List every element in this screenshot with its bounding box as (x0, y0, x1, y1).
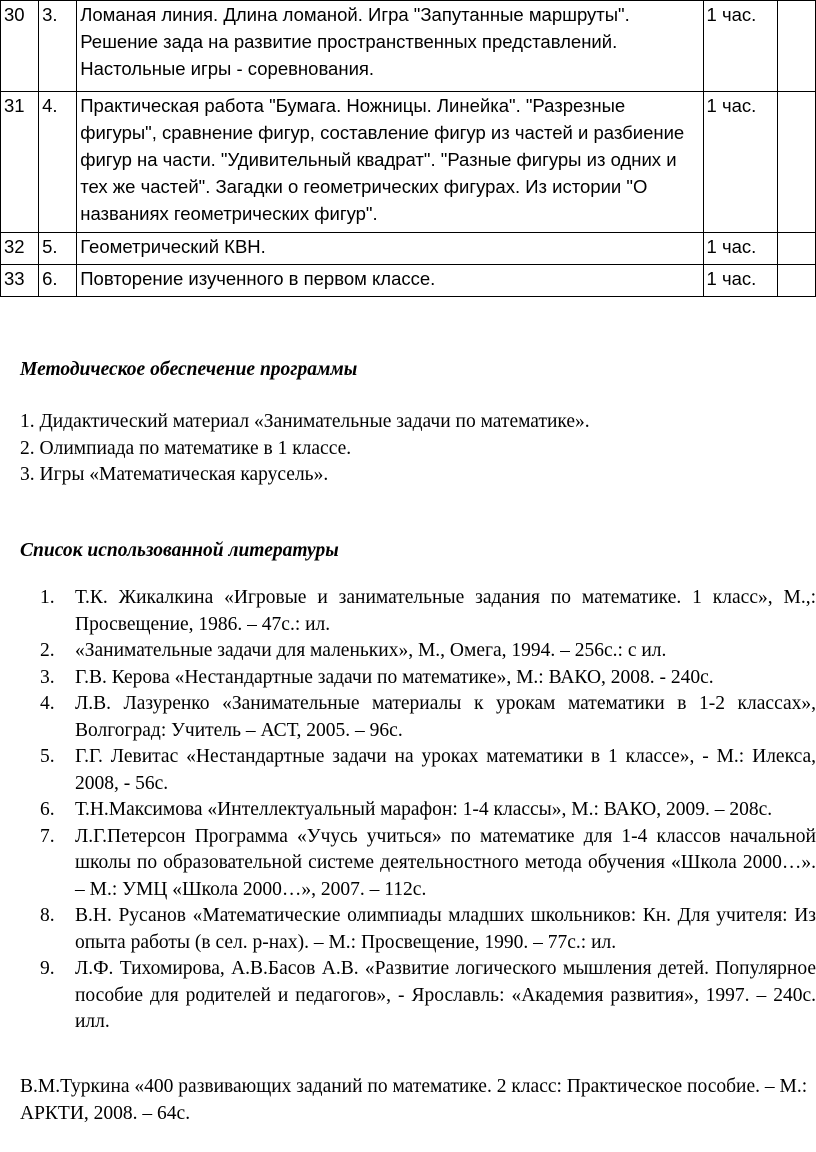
table-row (1, 92, 816, 233)
literature-item-text: Л.Г.Петерсон Программа «Учусь учиться» по математике для 1-4 классов начальной школы по образовательной системе деятельностного метода обучения «Школа 2000…». – М.: УМЦ «Школа 2000…», 2007. – 112с. (75, 825, 816, 900)
literature-item-number: 1. (40, 587, 55, 608)
literature-item-number: 8. (40, 905, 55, 926)
row-number-cell: 30 (1, 1, 39, 92)
program-table (0, 0, 816, 297)
hours-cell: 1 час. (703, 92, 777, 233)
lesson-number-cell: 5. (39, 233, 77, 265)
topic-cell: Практическая работа "Бумага. Ножницы. Линейка". "Разрезные фигуры", сравнение фигур, составление фигур из частей и разбиение фигур на части. "Удивительный квадрат". "Разные фигуры из одних и тех же частей". Загадки о геометрических фигурах. Из истории "О названиях геометрических фигур". (77, 92, 703, 233)
hours-cell: 1 час. (703, 233, 777, 265)
methods-item: 3. Игры «Математическая карусель». (20, 464, 329, 485)
literature-item-text: Т.Н.Максимова «Интеллектуальный марафон: 1-4 классы», М.: ВАКО, 2009. – 208с. (75, 799, 773, 820)
empty-cell (777, 265, 815, 297)
literature-item-text: Г.В. Керова «Нестандартные задачи по математике», М.: ВАКО, 2008. - 240с. (75, 666, 714, 688)
empty-cell (777, 1, 815, 92)
literature-item (40, 797, 816, 824)
literature-list (40, 585, 816, 1036)
lesson-number-cell: 6. (39, 265, 77, 297)
literature-item (40, 638, 816, 665)
table-row (1, 233, 816, 265)
literature-item (40, 744, 816, 797)
literature-item-text: Л.Ф. Тихомирова, А.В.Басов А.В. «Развитие логического мышления детей. Популярное пособие для родителей и педагогов», - Ярославль: «Академия развития», 1997. – 240с. илл. (75, 958, 816, 1032)
literature-heading: Список использованной литературы (20, 540, 339, 561)
literature-item (40, 956, 816, 1036)
literature-item (40, 903, 816, 956)
row-number-cell: 33 (1, 265, 39, 297)
empty-cell (777, 233, 815, 265)
empty-cell (777, 92, 815, 233)
literature-item-text: Л.В. Лазуренко «Занимательные материалы к урокам математики в 1-2 классах», Волгоград: Учитель – АСТ, 2005. – 96с. (75, 693, 816, 741)
literature-item (40, 585, 816, 638)
lesson-number-cell: 3. (39, 1, 77, 92)
literature-item-number: 4. (40, 693, 55, 714)
literature-item-text: Г.Г. Левитас «Нестандартные задачи на уроках математики в 1 классе», - М.: Илекса, 2008, - 56с. (75, 746, 816, 794)
literature-item-text: «Занимательные задачи для маленьких», М., Омега, 1994. – 256с.: с ил. (75, 640, 667, 661)
hours-cell: 1 час. (703, 265, 777, 297)
literature-item-number: 2. (40, 640, 55, 661)
methods-item: 1. Дидактический материал «Занимательные задачи по математике». (20, 411, 590, 432)
literature-item-number: 5. (40, 746, 55, 767)
literature-item (40, 665, 816, 692)
literature-item (40, 691, 816, 744)
row-number-cell: 32 (1, 233, 39, 265)
methods-item: 2. Олимпиада по математике в 1 классе. (20, 437, 352, 459)
literature-item-text: В.Н. Русанов «Математические олимпиады младших школьников: Кн. Для учителя: Из опыта работы (в сел. р-нах). – М.: Просвещение, 1990. – 77с.: ил. (75, 905, 816, 953)
topic-cell: Геометрический КВН. (77, 233, 703, 265)
methods-heading: Методическое обеспечение программы (20, 359, 358, 380)
topic-cell: Повторение изученного в первом классе. (77, 265, 703, 297)
footer-text: В.М.Туркина «400 развивающих заданий по математике. 2 класс: Практическое пособие. – М.: АРКТИ, 2008. – 64с. (20, 1076, 808, 1124)
table-row (1, 1, 816, 92)
literature-item-text: Т.К. Жикалкина «Игровые и занимательные задания по математике. 1 класс», М.,: Просвещение, 1986. – 47с.: ил. (75, 587, 816, 635)
literature-item-number: 6. (40, 799, 55, 820)
table-row (1, 265, 816, 297)
literature-item-number: 7. (40, 825, 55, 847)
literature-item-number: 9. (40, 958, 55, 979)
topic-cell: Ломаная линия. Длина ломаной. Игра "Запутанные маршруты". Решение зада на развитие пространственных представлений. Настольные игры - соревнования. (77, 1, 703, 92)
literature-item (40, 824, 816, 904)
row-number-cell: 31 (1, 92, 39, 233)
literature-item-number: 3. (40, 666, 55, 688)
hours-cell: 1 час. (703, 1, 777, 92)
lesson-number-cell: 4. (39, 92, 77, 233)
